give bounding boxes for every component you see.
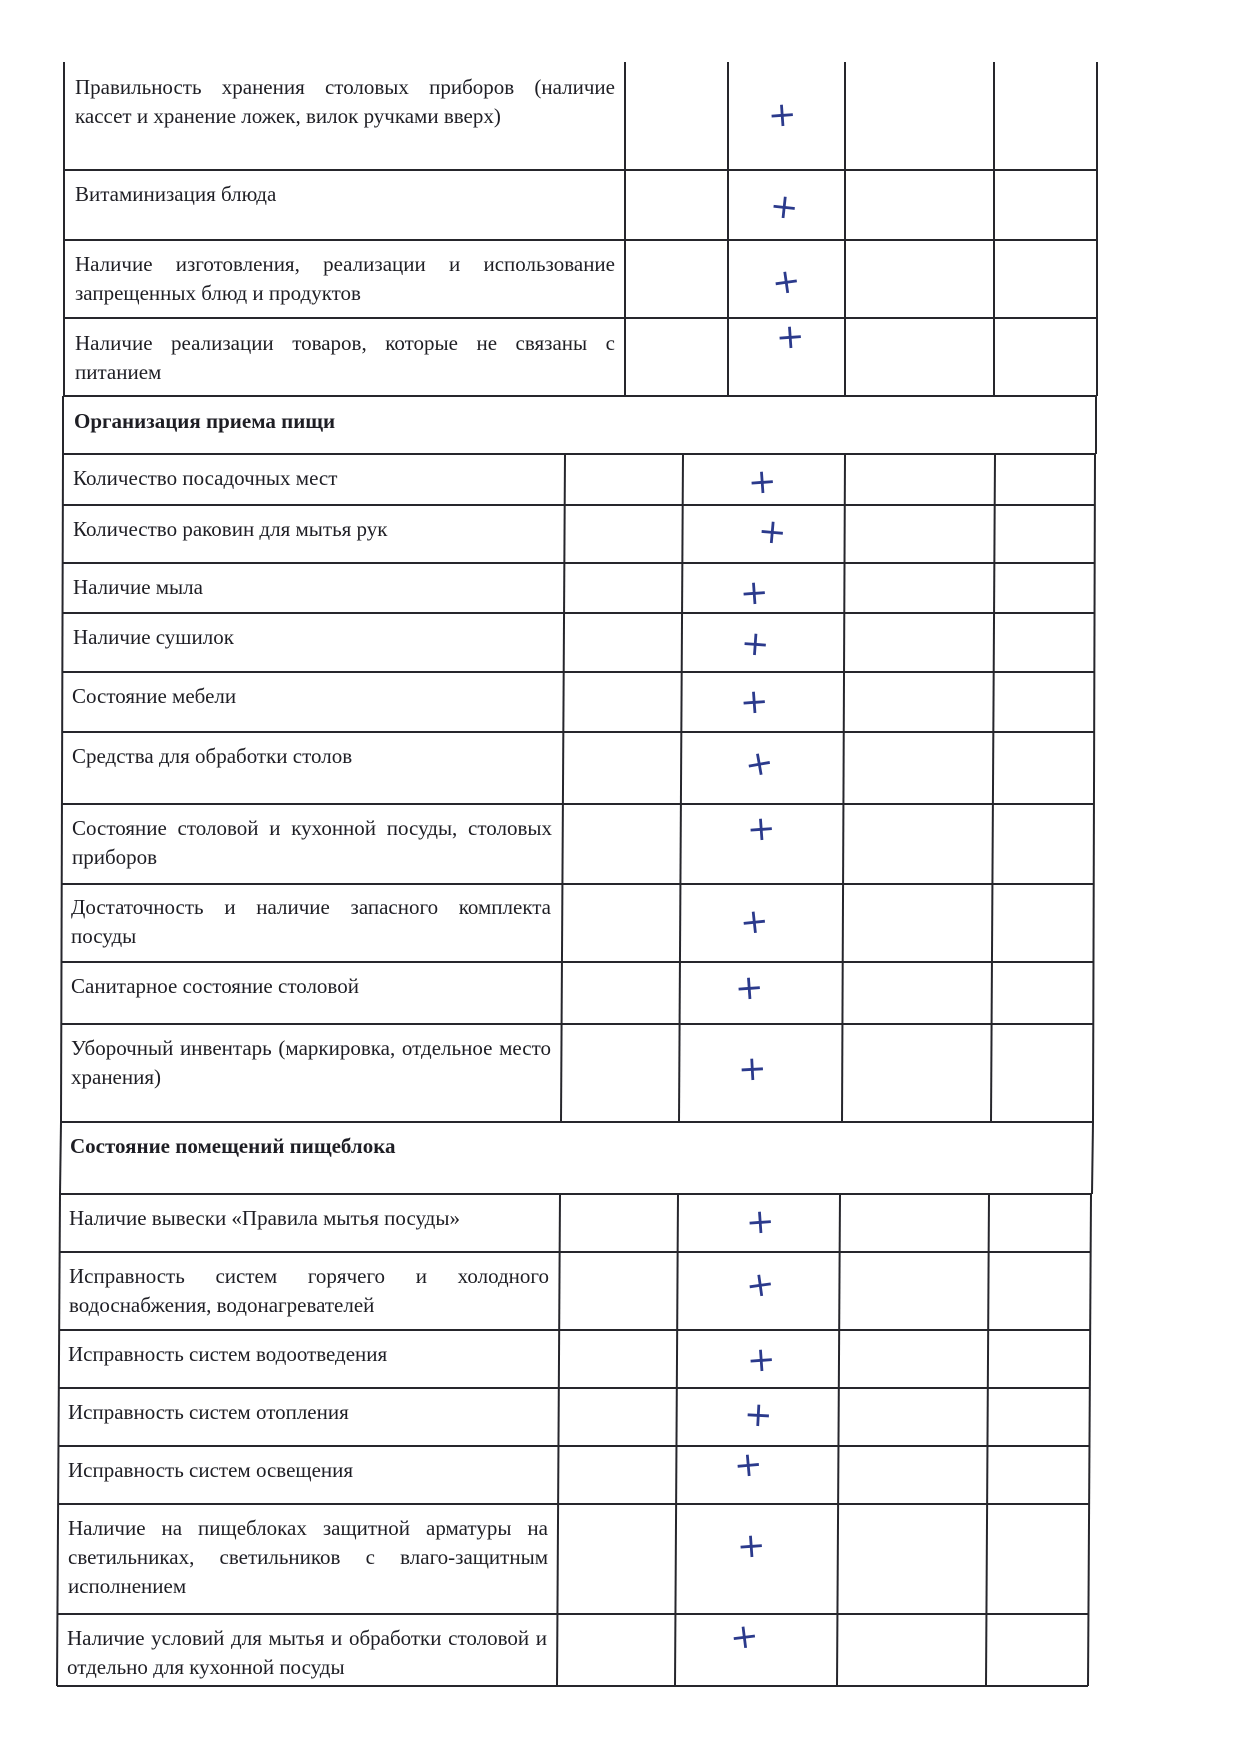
- section-heading: Организация приема пищи: [74, 409, 336, 433]
- row-label: Витаминизация блюда: [75, 182, 277, 206]
- handwritten-plus-mark: +: [743, 1263, 778, 1307]
- handwritten-plus-mark: +: [736, 1048, 768, 1090]
- row-label: Наличие сушилок: [73, 625, 234, 649]
- row-label: Наличие реализации товаров, которые не связаны с питанием: [75, 331, 615, 384]
- section-heading: Состояние помещений пищеблока: [70, 1134, 396, 1158]
- handwritten-plus-mark: +: [735, 1525, 767, 1567]
- row-label: Исправность систем отопления: [68, 1400, 349, 1424]
- row-label: Наличие мыла: [73, 575, 203, 599]
- row-label: Состояние столовой и кухонной посуды, столовых приборов: [72, 816, 552, 869]
- handwritten-plus-mark: +: [746, 461, 778, 503]
- handwritten-plus-mark: +: [756, 510, 789, 554]
- handwritten-plus-mark: +: [745, 808, 777, 850]
- row-label: Санитарное состояние столовой: [71, 974, 359, 998]
- row-label: Исправность систем водоотведения: [68, 1342, 388, 1366]
- handwritten-plus-mark: +: [767, 185, 801, 229]
- row-label: Количество посадочных мест: [73, 466, 338, 490]
- handwritten-plus-mark: +: [733, 967, 765, 1009]
- handwritten-plus-mark: +: [737, 900, 771, 944]
- handwritten-plus-mark: +: [732, 1443, 765, 1487]
- handwritten-plus-mark: +: [766, 94, 798, 136]
- row-label: Наличие вывески «Правила мытья посуды»: [69, 1206, 460, 1230]
- handwritten-plus-mark: +: [738, 572, 770, 614]
- handwritten-plus-mark: +: [745, 1339, 777, 1381]
- row-label: Средства для обработки столов: [72, 744, 353, 768]
- row-label: Достаточность и наличие запасного комплекта посуды: [71, 895, 551, 948]
- row-label: Уборочный инвентарь (маркировка, отдельное место хранения): [71, 1036, 551, 1089]
- row-label: Состояние мебели: [72, 684, 237, 708]
- row-label: Наличие условий для мытья и обработки столовой и отдельно для кухонной посуды: [67, 1626, 547, 1679]
- handwritten-plus-mark: +: [774, 316, 806, 358]
- row-label: Исправность систем освещения: [68, 1458, 354, 1482]
- handwritten-plus-mark: +: [744, 1201, 776, 1243]
- handwritten-plus-mark: +: [739, 623, 771, 665]
- row-label: Наличие на пищеблоках защитной арматуры на светильниках, светильников с влаго-защитным исполнением: [68, 1516, 548, 1598]
- handwritten-plus-mark: +: [742, 1394, 774, 1436]
- handwritten-plus-mark: +: [769, 260, 804, 304]
- handwritten-plus-mark: +: [738, 681, 770, 723]
- row-label: Наличие изготовления, реализации и использование запрещенных блюд и продуктов: [75, 252, 615, 305]
- row-label: Правильность хранения столовых приборов (наличие кассет и хранение ложек, вилок ручками вверх): [75, 75, 615, 128]
- handwritten-plus-mark: +: [727, 1615, 761, 1659]
- row-label: Количество раковин для мытья рук: [73, 517, 388, 541]
- row-label: Исправность систем горячего и холодного водоснабжения, водонагревателей: [69, 1264, 549, 1317]
- handwritten-plus-mark: +: [741, 741, 777, 787]
